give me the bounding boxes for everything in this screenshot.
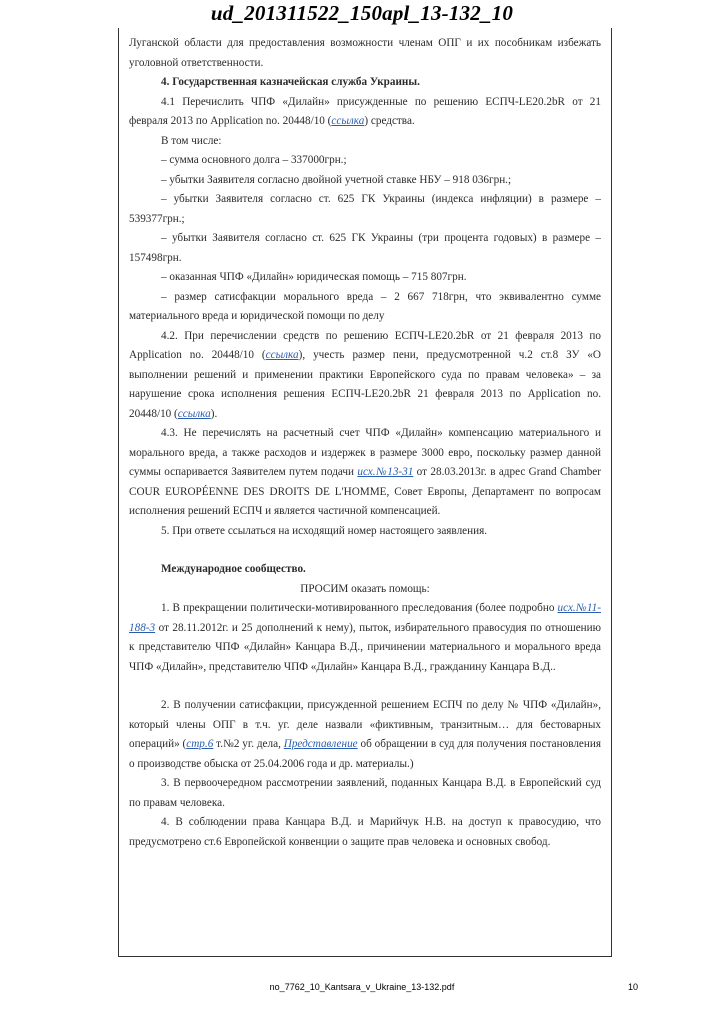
text-span: от 28.11.2012г. и 25 дополнений к нему), пыток, избирательного правосудия по отношению к представителю ЧПФ «Дилайн» Канцара В.Д., причинении материального и морального вреда ЧПФ «Дилайн», представителю ЧПФ «Дилайн» Канцара В.Д., гражданину Канцара В.Д..: [129, 621, 601, 673]
text-span: 4.3. Не перечислять на расчетный счет ЧПФ «Дилайн» компенсацию материального и морального вреда, а также расходов и издержек в размере 3000 евро, поскольку размер данной суммы оспаривается Заявителем путем подачи: [129, 427, 601, 478]
paragraph-4-2: [129, 327, 601, 425]
text-span: от 28.03.2013г. в адрес Grand Chamber COUR EUROPÉENNE DES DROITS DE L'HOMME, Совет Европы, Департамент по вопросам исполнения решений ЕСПЧ и является частичной компенсацией.: [129, 466, 601, 517]
paragraph-4-3: [129, 424, 601, 522]
document-body: [129, 34, 601, 852]
paragraph-5: 5. При ответе ссылаться на исходящий номер настоящего заявления.: [161, 524, 488, 537]
link-ssylka-2[interactable]: ссылка: [265, 349, 299, 361]
request-item-1: [129, 599, 601, 677]
section-4-heading: 4. Государственная казначейская служба Украины.: [161, 76, 420, 88]
request-heading: ПРОСИМ оказать помощь:: [300, 582, 430, 595]
list-item: – размер сатисфакции морального вреда – 2 667 718грн, что эквивалентно сумме материального вреда и юридической помощи по делу: [129, 290, 601, 322]
text-span: 4.1 Перечислить ЧПФ «Дилайн» присужденные по решению ЕСПЧ-LE20.2bR от 21 февраля 2013 по Application no. 20448/10 (: [129, 95, 601, 127]
list-item: – убытки Заявителя согласно ст. 625 ГК Украины (три процента годовых) в размере – 157498грн.: [129, 232, 601, 264]
link-ssylka-1[interactable]: ссылка: [331, 115, 365, 127]
link-ref-13-31[interactable]: исх.№13-31: [357, 466, 414, 478]
link-ssylka-3[interactable]: ссылка: [177, 407, 211, 420]
document-header-title: ud_201311522_150apl_13-132_10: [210, 1, 514, 25]
request-item-4: 4. В соблюдении права Канцара В.Д. и Марийчук Н.В. на доступ к правосудию, что предусмотрено ст.6 Европейской конвенции о защите прав человека и основных свобод.: [129, 816, 601, 848]
footer-page-number: 10: [628, 982, 639, 992]
footer-filename: no_7762_10_Kantsara_v_Ukraine_13-132.pdf: [269, 982, 455, 992]
text-span: ).: [210, 407, 218, 420]
international-heading: Международное сообщество.: [161, 563, 306, 575]
paragraph-4-1: [129, 93, 601, 132]
request-item-2: [129, 696, 601, 774]
request-item-3: 3. В первоочередном рассмотрении заявлений, поданных Канцара В.Д. в Европейский суд по правам человека.: [129, 777, 601, 809]
link-page-6[interactable]: стр.6: [186, 738, 214, 750]
spacer: [129, 677, 601, 696]
spacer: [129, 541, 601, 560]
link-predstavlenie[interactable]: Представление: [283, 738, 358, 750]
text-span: ) средства.: [364, 115, 415, 127]
link-ref-11-188-3[interactable]: исх.№11-188-3: [129, 602, 601, 634]
text-span: 4.2. При перечислении средств по решению ЕСПЧ-LE20.2bR от 21 февраля 2013 по Application no. 20448/10 (: [129, 329, 601, 361]
list-item: – оказанная ЧПФ «Дилайн» юридическая помощь – 715 807грн.: [161, 271, 467, 283]
text-span: 2. В получении сатисфакции, присужденной решением ЕСПЧ по делу № ЧПФ «Дилайн», который члены ОПГ в т.ч. уг. деле назвали «фиктивным, транзитным… для бестоварных операций» (: [129, 699, 601, 750]
text-span: т.№2 уг. дела,: [213, 738, 284, 750]
including-label: В том числе:: [161, 134, 222, 147]
text-span: 1. В прекращении политически-мотивированного преследования (более подробно: [161, 602, 558, 614]
list-item: – сумма основного долга – 337000грн.;: [161, 154, 347, 166]
paragraph-intro: Луганской области для предоставления возможности членам ОПГ и их пособникам избежать уголовной ответственности.: [129, 37, 601, 69]
text-span: об обращении в суд для получения постановления о производстве обыска от 25.04.2006 года и др. материалы.): [129, 738, 602, 770]
list-item: – убытки Заявителя согласно двойной учетной ставке НБУ – 918 036грн.;: [161, 173, 512, 186]
text-span: ), учесть размер пени, предусмотренной ч.2 ст.8 ЗУ «О выполнении решений и применении практики Европейского суда по правам человека» – за нарушение срока исполнения решения ЕСПЧ-LE20.2bR 21 февраля 2013 по Application no. 20448/10 (: [129, 349, 601, 420]
list-item: – убытки Заявителя согласно ст. 625 ГК Украины (индекса инфляции) в размере – 539377грн.;: [129, 193, 601, 225]
